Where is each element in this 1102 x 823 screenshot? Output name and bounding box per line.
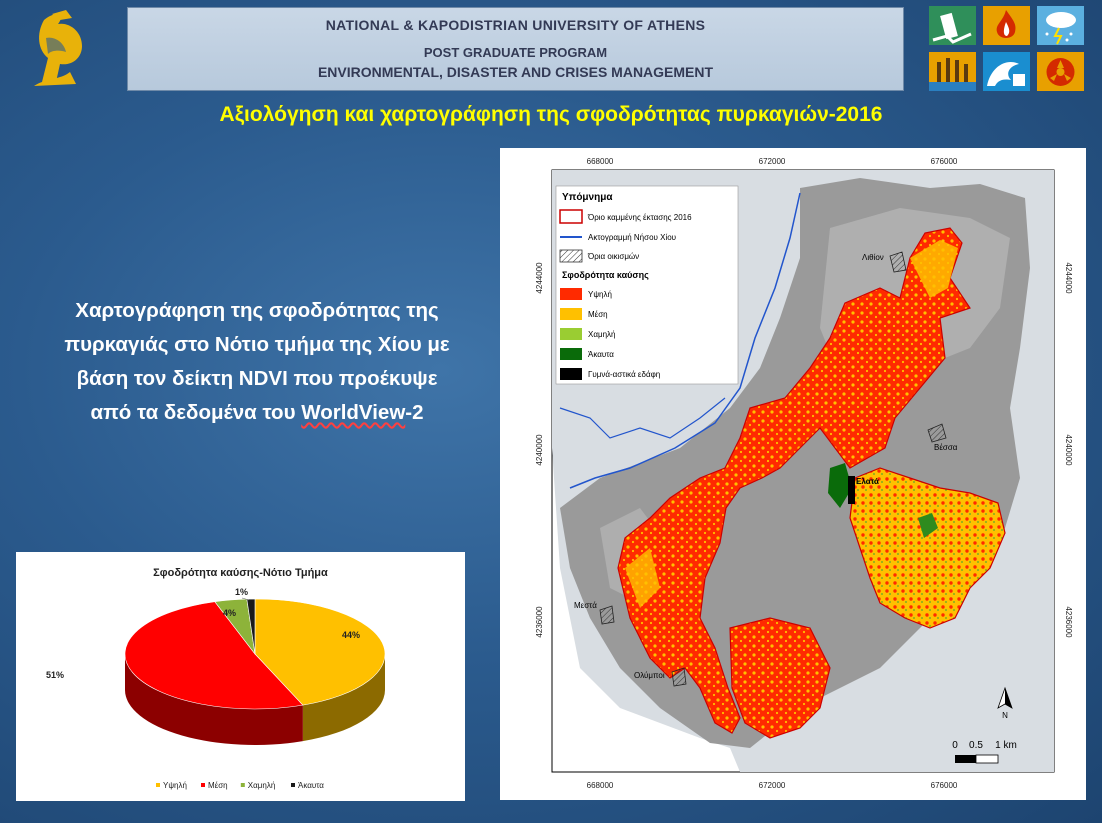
banner-university: NATIONAL & KAPODISTRIAN UNIVERSITY OF ATHENS: [325, 17, 706, 33]
tsunami-icon: [983, 52, 1030, 91]
banner-program: POST GRADUATE PROGRAM: [423, 45, 608, 60]
legend-severity-title: Σφοδρότητα καύσης: [562, 270, 649, 280]
scale-0: 0: [952, 740, 958, 751]
earthquake-icon: [929, 6, 976, 45]
north-label: N: [1002, 711, 1008, 720]
map-ytick-left-1: 4244000: [535, 262, 544, 294]
pie-legend-label-3: Άκαυτα: [298, 781, 324, 790]
body-line-4-start: από τα δεδομένα του: [90, 401, 302, 424]
storm-icon: [1037, 6, 1084, 45]
map-xtick-bottom-1: 668000: [586, 781, 614, 790]
pie-legend-swatch-3: [291, 783, 295, 787]
legend-settlements: Όρια οικισμών: [588, 252, 640, 261]
map-xtick-top-1: 668000: [586, 157, 614, 166]
pie-legend-swatch-1: [201, 783, 205, 787]
map-ytick-left-3: 4236000: [535, 606, 544, 638]
body-line-4-end: -2: [405, 401, 424, 424]
pie-label-0: 44%: [342, 630, 361, 640]
legend-low: Χαμηλή: [588, 330, 616, 339]
legend-coastline: Ακτογραμμή Νήσου Χίου: [588, 233, 677, 242]
body-line-2: πυρκαγιάς στο Νότιο τμήμα της Χίου με: [64, 333, 450, 356]
map-panel: [500, 148, 1086, 800]
map-xtick-bottom-2: 672000: [758, 781, 786, 790]
banner-program-name: ENVIRONMENTAL, DISASTER AND CRISES MANAGEMENT: [317, 64, 714, 80]
map-ytick-right-2: 4240000: [1064, 434, 1073, 466]
pie-chart: [16, 552, 465, 801]
map-ytick-right-3: 4236000: [1064, 606, 1073, 638]
body-line-1: Χαρτογράφηση της σφοδρότητας της: [75, 299, 439, 322]
pie-label-2: 4%: [223, 608, 237, 618]
pie-legend-swatch-2: [241, 783, 245, 787]
map-xtick-bottom-3: 676000: [930, 781, 958, 790]
map-ytick-right-1: 4244000: [1064, 262, 1073, 294]
map-xtick-top-2: 672000: [758, 157, 786, 166]
university-banner: [127, 7, 904, 91]
scale-1km: 1 km: [995, 740, 1017, 751]
map-xtick-top-3: 676000: [930, 157, 958, 166]
legend-bare: Γυμνά-αστικά εδάφη: [588, 370, 661, 379]
pie-legend-label-1: Μέση: [208, 781, 228, 790]
pie-legend-label-2: Χαμηλή: [247, 781, 276, 790]
place-mesta: Μεστά: [574, 601, 597, 610]
scale-05: 0.5: [969, 740, 983, 751]
body-line-4: [22, 396, 492, 430]
flood-hands-icon: [929, 52, 976, 91]
legend-title: Υπόμνημα: [562, 192, 613, 203]
slide-body: [22, 294, 492, 430]
pie-chart-title: Σφοδρότητα καύσης-Νότιο Τμήμα: [153, 567, 328, 579]
legend-high: Υψηλή: [588, 290, 612, 299]
fire-severity-map: [500, 148, 1086, 800]
pie-legend-label-0: Υψηλή: [163, 781, 187, 790]
hazard-icons: [929, 6, 1084, 92]
place-olympoi: Ολύμποι: [634, 671, 665, 680]
legend-burnt-boundary: Όριο καμμένης έκτασης 2016: [588, 213, 692, 222]
body-line-3: βάση τον δείκτη NDVI που προέκυψε: [76, 367, 438, 390]
legend-medium: Μέση: [588, 310, 608, 319]
pie-label-1: 51%: [46, 670, 65, 680]
fire-icon: [983, 6, 1030, 45]
body-worldview: WorldView: [301, 401, 406, 424]
place-vessa: Βέσσα: [934, 443, 958, 452]
place-elata: Ελατά: [856, 477, 879, 486]
hazard-icon: [1037, 52, 1084, 91]
pie-chart-panel: [16, 552, 465, 801]
slide-title: Αξιολόγηση και χαρτογράφηση της σφοδρότητας πυρκαγιών-2016: [219, 103, 883, 126]
pie-label-3: 1%: [235, 587, 249, 597]
map-ytick-left-2: 4240000: [535, 434, 544, 466]
university-logo: [26, 8, 96, 90]
place-lithion: Λιθίον: [862, 253, 884, 262]
pie-legend-swatch-0: [156, 783, 160, 787]
legend-unburnt: Άκαυτα: [588, 350, 614, 359]
map-legend: [556, 186, 738, 384]
